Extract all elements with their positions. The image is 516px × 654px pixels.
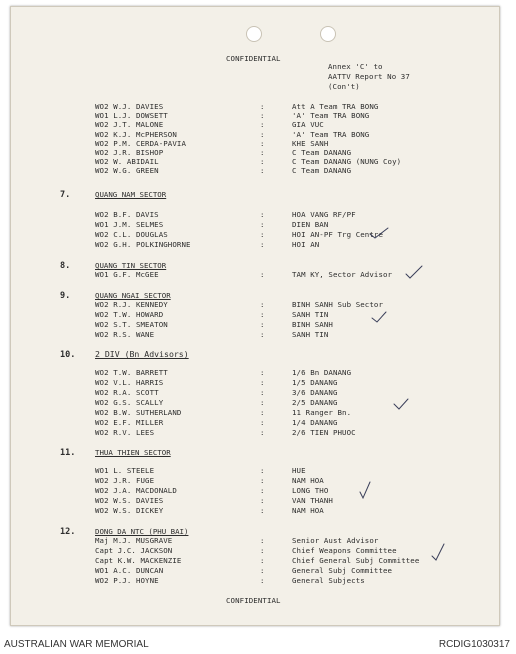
section-title: 2 DIV (Bn Advisors)	[95, 349, 189, 359]
entry-post: BINH SANH	[292, 320, 333, 329]
section-title: DONG DA NTC (PHU BAI)	[95, 527, 189, 536]
entry-colon: :	[260, 148, 265, 157]
punch-hole-left	[246, 26, 262, 42]
entry-post: KHE SANH	[292, 139, 329, 148]
entry-name: WO2 T.W. BARRETT	[95, 368, 168, 377]
section-number: 10.	[60, 350, 76, 360]
entry-post: 1/5 DANANG	[292, 378, 338, 387]
entry-name: WO2 R.S. WANE	[95, 330, 155, 339]
entry-name: WO2 R.A. SCOTT	[95, 388, 159, 397]
document-page	[10, 6, 500, 626]
entry-colon: :	[260, 230, 265, 239]
entry-colon: :	[260, 506, 265, 515]
entry-post: 2/5 DANANG	[292, 398, 338, 407]
entry-colon: :	[260, 418, 265, 427]
entry-post: BINH SANH Sub Sector	[292, 300, 383, 309]
entry-name: WO2 K.J. McPHERSON	[95, 130, 177, 139]
entry-name: WO2 J.R. FUGE	[95, 476, 155, 485]
entry-colon: :	[260, 130, 265, 139]
entry-post: Senior Aust Advisor	[292, 536, 379, 545]
classification-footer: CONFIDENTIAL	[226, 596, 281, 605]
entry-colon: :	[260, 496, 265, 505]
archive-reference: RCDIG1030317	[438, 639, 510, 650]
entry-name: WO2 J.R. BISHOP	[95, 148, 164, 157]
entry-name: WO2 W.G. GREEN	[95, 166, 159, 175]
annex-line-2: AATTV Report No 37	[328, 72, 410, 81]
entry-colon: :	[260, 378, 265, 387]
entry-post: Chief Weapons Committee	[292, 546, 397, 555]
archive-footer	[0, 634, 516, 654]
section-title: QUANG TIN SECTOR	[95, 261, 167, 270]
entry-post: HUE	[292, 466, 306, 475]
entry-post: Att A Team TRA BONG	[292, 102, 379, 111]
entry-colon: :	[260, 566, 265, 575]
entry-name: Maj M.J. MUSGRAVE	[95, 536, 173, 545]
punch-hole-right	[320, 26, 336, 42]
entry-colon: :	[260, 300, 265, 309]
entry-post: NAM HOA	[292, 476, 324, 485]
entry-colon: :	[260, 210, 265, 219]
entry-name: WO2 P.M. CERDA-PAVIA	[95, 139, 186, 148]
entry-name: WO2 B.W. SUTHERLAND	[95, 408, 182, 417]
entry-name: WO1 L.J. DOWSETT	[95, 111, 168, 120]
entry-name: WO2 W.J. DAVIES	[95, 102, 164, 111]
entry-name: Capt J.C. JACKSON	[95, 546, 173, 555]
entry-post: C Team DANANG	[292, 166, 352, 175]
entry-colon: :	[260, 111, 265, 120]
entry-colon: :	[260, 398, 265, 407]
entry-name: WO2 W. ABIDAIL	[95, 157, 159, 166]
entry-post: SANH TIN	[292, 310, 329, 319]
entry-post: 'A' Team TRA BONG	[292, 130, 370, 139]
entry-colon: :	[260, 368, 265, 377]
entry-post: HOI AN-PF Trg Centre	[292, 230, 383, 239]
entry-name: WO2 V.L. HARRIS	[95, 378, 164, 387]
annex-line-3: (Con't)	[328, 82, 360, 91]
entry-post: C Team DANANG (NUNG Coy)	[292, 157, 402, 166]
entry-name: WO1 G.F. McGEE	[95, 270, 159, 279]
entry-post: 3/6 DANANG	[292, 388, 338, 397]
entry-name: WO1 J.M. SELMES	[95, 220, 164, 229]
entry-post: SANH TIN	[292, 330, 329, 339]
entry-name: WO2 R.J. KENNEDY	[95, 300, 168, 309]
check-mark-icon	[358, 480, 372, 500]
entry-name: WO1 A.C. DUNCAN	[95, 566, 164, 575]
entry-colon: :	[260, 546, 265, 555]
entry-name: WO2 G.H. POLKINGHORNE	[95, 240, 191, 249]
entry-name: Capt K.W. MACKENZIE	[95, 556, 182, 565]
page-edge	[10, 6, 500, 626]
entry-name: WO2 C.L. DOUGLAS	[95, 230, 168, 239]
check-mark-icon	[430, 542, 446, 562]
entry-post: General Subjects	[292, 576, 365, 585]
entry-post: C Team DANANG	[292, 148, 352, 157]
entry-post: GIA VUC	[292, 120, 324, 129]
entry-colon: :	[260, 556, 265, 565]
entry-colon: :	[260, 220, 265, 229]
annex-line-1: Annex 'C' to	[328, 62, 383, 71]
check-mark-icon	[392, 397, 410, 411]
entry-colon: :	[260, 576, 265, 585]
entry-colon: :	[260, 157, 265, 166]
section-number: 9.	[60, 291, 71, 301]
entry-name: WO2 R.V. LEES	[95, 428, 155, 437]
entry-name: WO2 W.S. DAVIES	[95, 496, 164, 505]
entry-colon: :	[260, 486, 265, 495]
archive-name: AUSTRALIAN WAR MEMORIAL	[4, 639, 149, 650]
entry-post: 11 Ranger Bn.	[292, 408, 352, 417]
entry-name: WO2 J.T. MALONE	[95, 120, 164, 129]
entry-colon: :	[260, 388, 265, 397]
entry-post: 2/6 TIEN PHUOC	[292, 428, 356, 437]
section-title: QUANG NGAI SECTOR	[95, 291, 171, 300]
entry-post: Chief General Subj Committee	[292, 556, 420, 565]
entry-name: WO2 B.F. DAVIS	[95, 210, 159, 219]
entry-colon: :	[260, 408, 265, 417]
entry-post: DIEN BAN	[292, 220, 329, 229]
entry-post: 1/4 DANANG	[292, 418, 338, 427]
section-number: 11.	[60, 448, 76, 458]
section-title: THUA THIEN SECTOR	[95, 448, 171, 457]
entry-colon: :	[260, 536, 265, 545]
entry-colon: :	[260, 270, 265, 279]
section-number: 12.	[60, 527, 76, 537]
entry-colon: :	[260, 330, 265, 339]
entry-colon: :	[260, 476, 265, 485]
section-number: 7.	[60, 190, 71, 200]
entry-post: LONG THO	[292, 486, 329, 495]
check-mark-icon	[368, 226, 390, 240]
check-mark-icon	[370, 310, 388, 324]
entry-colon: :	[260, 166, 265, 175]
entry-name: WO2 P.J. HOYNE	[95, 576, 159, 585]
entry-post: 'A' Team TRA BONG	[292, 111, 370, 120]
entry-name: WO2 T.W. HOWARD	[95, 310, 164, 319]
entry-post: HOA VANG RF/PF	[292, 210, 356, 219]
classification-header: CONFIDENTIAL	[226, 54, 281, 63]
entry-post: TAM KY, Sector Advisor	[292, 270, 393, 279]
entry-colon: :	[260, 320, 265, 329]
entry-colon: :	[260, 102, 265, 111]
entry-colon: :	[260, 428, 265, 437]
entry-post: General Subj Committee	[292, 566, 393, 575]
entry-post: VAN THANH	[292, 496, 333, 505]
entry-colon: :	[260, 466, 265, 475]
entry-name: WO2 S.T. SMEATON	[95, 320, 168, 329]
entry-post: HOI AN	[292, 240, 320, 249]
section-number: 8.	[60, 261, 71, 271]
entry-name: WO2 E.F. MILLER	[95, 418, 164, 427]
entry-colon: :	[260, 139, 265, 148]
entry-colon: :	[260, 310, 265, 319]
entry-name: WO2 G.S. SCALLY	[95, 398, 164, 407]
entry-name: WO2 W.S. DICKEY	[95, 506, 164, 515]
entry-post: 1/6 Bn DANANG	[292, 368, 352, 377]
check-mark-icon	[404, 264, 424, 280]
entry-colon: :	[260, 120, 265, 129]
section-title: QUANG NAM SECTOR	[95, 190, 167, 199]
entry-colon: :	[260, 240, 265, 249]
entry-post: NAM HOA	[292, 506, 324, 515]
entry-name: WO1 L. STEELE	[95, 466, 155, 475]
entry-name: WO2 J.A. MACDONALD	[95, 486, 177, 495]
